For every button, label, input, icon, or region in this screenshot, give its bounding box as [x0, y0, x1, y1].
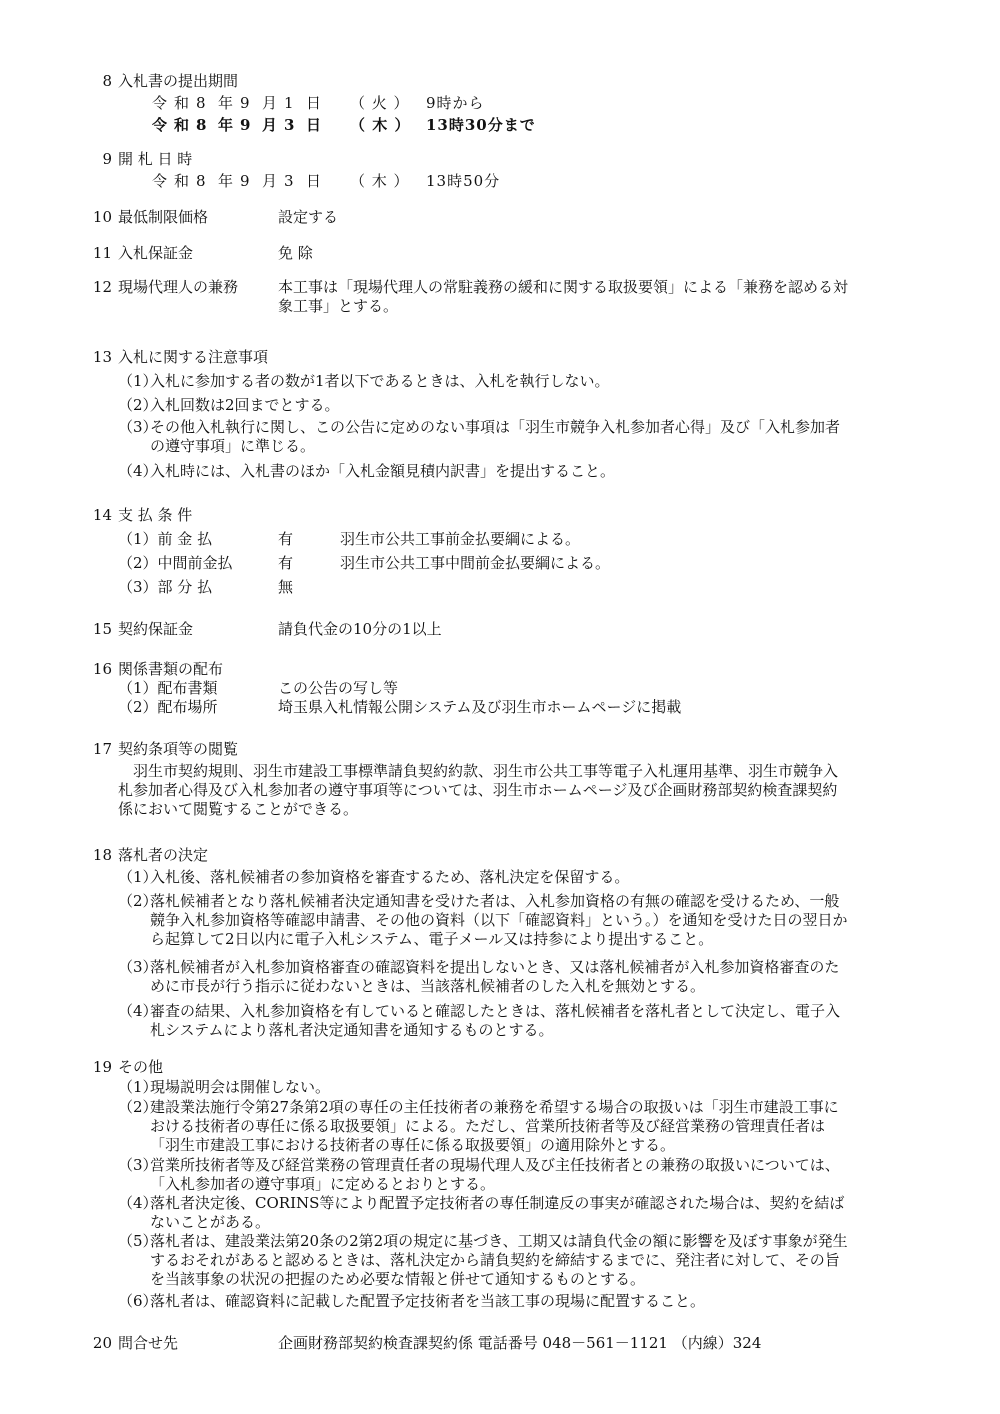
section-number: 8 — [102, 72, 112, 90]
section-number: 11 — [92, 244, 112, 262]
section-number: 15 — [92, 620, 112, 638]
section-number: 10 — [92, 208, 112, 226]
section-15 — [90, 620, 860, 640]
section-18: 18 落札者の決定 （1） 入札後、落札候補者の参加資格を審査するため、落札決定を保留する。 （2） 落札候補者となり落札候補者決定通知書を受けた者は、入札参加資格の有無の確認を受けるため、一般競争入札参加資格等確認申請書、その他の資料（以下「確認資料」という。）を通知を受けた日の翌日から起算して2日以内に電子入札システム、電子メール又は持参により提出すること。 （3） 落札候補者が入札参加資格審査の確認資料を提出しないとき、又は落札候補者が入札参加資格審査のために市長が行う指示に従わないときは、当該落札候補者のした入札を無効とする。 （4） 審査の結果、入札参加資格を有していると確認したときは、落札候補者を落札者として決定し、電子入札システムにより落札者決定通知書を通知するものとする。 — [90, 846, 860, 1042]
section-heading: 契約条項等の閲覧 — [118, 740, 239, 758]
period-start: 令 和 8 年 9 月 1 日 （ 火 ） 9時から — [152, 94, 485, 112]
section-value: 請負代金の10分の1以上 — [278, 620, 442, 638]
section-14: 14 支 払 条 件 （1）前 金 払 有 羽生市公共工事前金払要綱による。 （2）中間前金払 有 羽生市公共工事中間前金払要綱による。 （3）部 分 払 無 — [90, 506, 860, 596]
period-end: 令 和 8 年 9 月 3 日 （ 木 ） 13時30分まで — [152, 116, 536, 134]
section-heading: 開 札 日 時 — [118, 150, 193, 168]
section-13: 13 入札に関する注意事項 （1） 入札に参加する者の数が1者以下であるときは、入札を執行しない。 （2） 入札回数は2回までとする。 （3） その他入札執行に関し、この公告に定めのない事項は「羽生市競争入札参加者心得」及び「入札参加者の遵守事項」に準じる。 （4） 入札時には、入札書のほか「入札金額見積内訳書」を提出すること。 — [90, 348, 860, 488]
opening-date: 令 和 8 年 9 月 3 日 （ 木 ） 13時50分 — [152, 172, 501, 190]
section-8 — [90, 72, 860, 142]
section-17 — [90, 740, 860, 820]
section-11 — [90, 244, 860, 264]
section-number: 14 — [92, 506, 112, 524]
section-heading: 問合せ先 — [118, 1334, 179, 1352]
section-heading: その他 — [118, 1058, 164, 1076]
contact-info: 企画財務部契約検査課契約係 電話番号 048－561－1121 （内線）324 — [278, 1334, 762, 1352]
section-heading: 入札保証金 — [118, 244, 194, 262]
section-number: 12 — [92, 278, 112, 296]
section-19: 19 その他 （1） 現場説明会は開催しない。 （2） 建設業法施行令第27条第2項の専任の主任技術者の兼務を希望する場合の取扱いは「羽生市建設工事における技術者の専任に係る取扱要領」による。ただし、営業所技術者等及び経営業務の管理責任者は「羽生市建設工事における技術者の専任に係る取扱要領」の適用除外とする。 （3） 営業所技術者等及び経営業務の管理責任者の現場代理人及び主任技術者との兼務の取扱いについては、「入札参加者の遵守事項」に定めるとおりとする。 （4） 落札者決定後、CORINS等により配置予定技術者の専任制違反の事実が確認された場合は、契約を結ばないことがある。 （5） 落札者は、建設業法第20条の2第2項の規定に基づき、工期又は請負代金の額に影響を及ぼす事象が発生するおそれがあると認めるときは、落札決定から請負契約を締結するまでに、発注者に対して、その旨を当該事象の状況の把握のため必要な情報と併せて通知するものとする。 （6） 落札者は、確認資料に記載した配置予定技術者を当該工事の現場に配置すること。 — [90, 1058, 860, 1314]
section-heading: 最低制限価格 — [118, 208, 209, 226]
section-heading: 関係書類の配布 — [118, 660, 224, 678]
section-heading: 契約保証金 — [118, 620, 194, 638]
section-number: 13 — [92, 348, 112, 366]
section-number: 18 — [92, 846, 112, 864]
section-heading: 落札者の決定 — [118, 846, 209, 864]
section-heading: 支 払 条 件 — [118, 506, 193, 524]
section-value: 本工事は「現場代理人の常駐義務の緩和に関する取扱要領」による「兼務を認める対象工事」とする。 — [278, 278, 849, 315]
section-number: 9 — [102, 150, 112, 168]
section-10 — [90, 208, 860, 228]
section-value: 設定する — [278, 208, 339, 226]
section-paragraph: 羽生市契約規則、羽生市建設工事標準請負契約約款、羽生市公共工事等電子入札運用基準、羽生市競争入札参加者心得及び入札参加者の遵守事項等については、羽生市ホームページ及び企画財務部契約検査課契約係において閲覧することができる。 — [118, 762, 839, 818]
section-number: 19 — [92, 1058, 112, 1076]
section-16: 16 関係書類の配布 （1）配布書類 この公告の写し等 （2）配布場所 埼玉県入札情報公開システム及び羽生市ホームページに掲載 — [90, 660, 860, 720]
section-number: 16 — [92, 660, 112, 678]
section-number: 20 — [92, 1334, 112, 1352]
section-heading: 現場代理人の兼務 — [118, 278, 239, 296]
section-heading: 入札書の提出期間 — [118, 72, 239, 90]
section-number: 17 — [92, 740, 112, 758]
section-value: 免 除 — [278, 244, 313, 262]
section-9 — [90, 150, 860, 194]
section-heading: 入札に関する注意事項 — [118, 348, 269, 366]
section-20 — [90, 1334, 860, 1354]
section-12 — [90, 278, 860, 318]
